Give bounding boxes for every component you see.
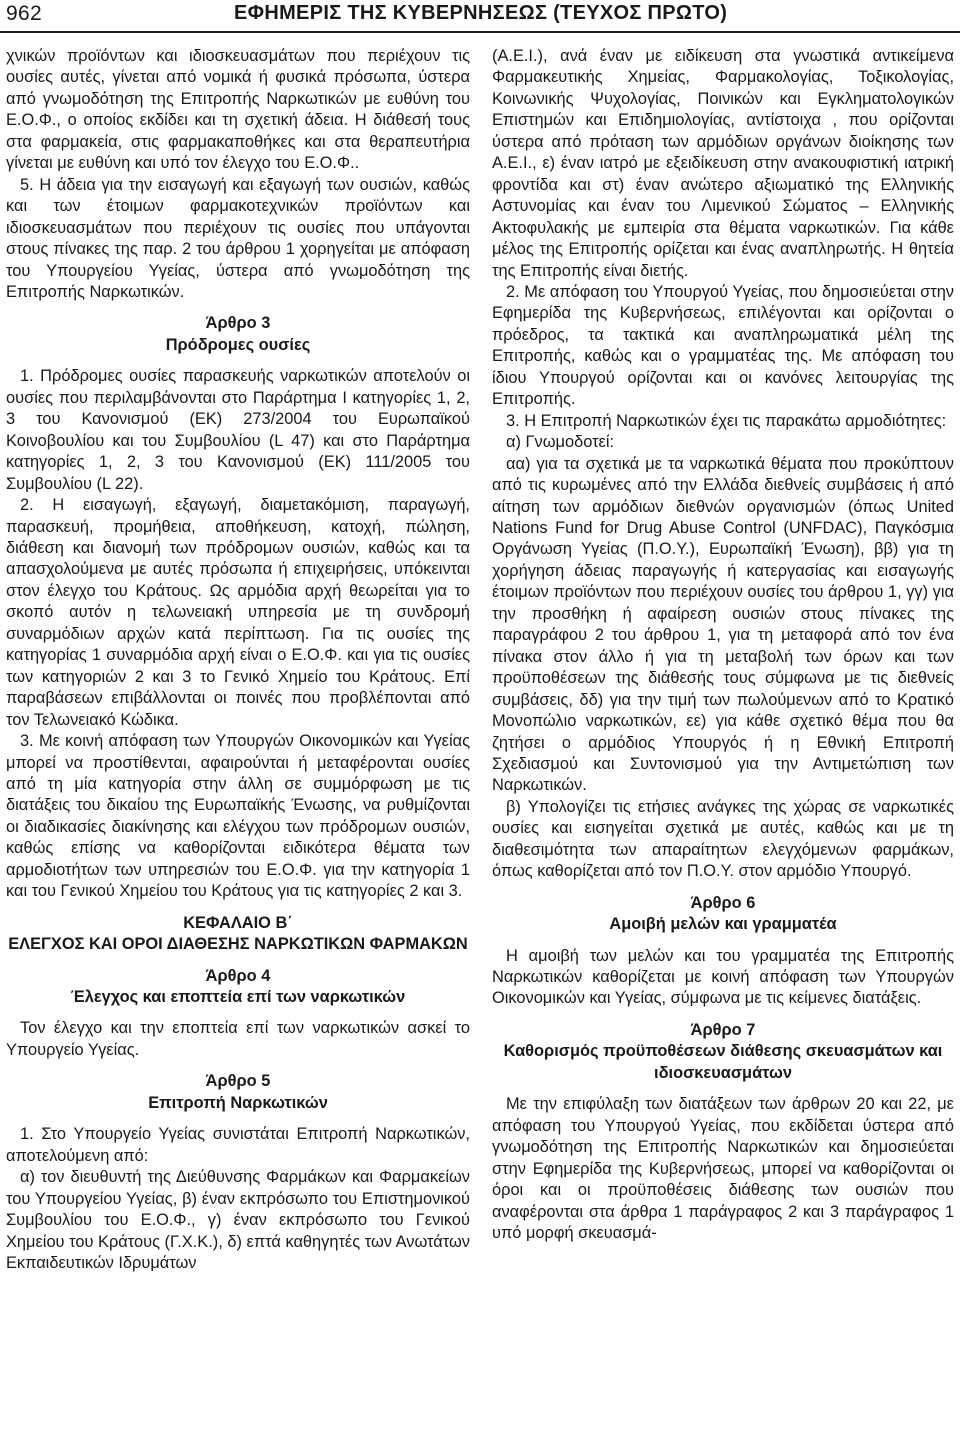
article-number: Άρθρο 4 xyxy=(205,966,271,985)
paragraph: Τον έλεγχο και την εποπτεία επί των ναρκωτικών ασκεί το Υπουργείο Υγείας. xyxy=(6,1019,470,1059)
chapter-number: ΚΕΦΑΛΑΙΟ Β΄ xyxy=(183,913,293,932)
article-number: Άρθρο 6 xyxy=(690,893,756,912)
header-rule xyxy=(0,31,960,33)
right-column xyxy=(492,46,954,1244)
paragraph: 5. Η άδεια για την εισαγωγή και εξαγωγή των ουσιών, καθώς και των έτοιμων φαρμακοτεχνικών προϊόντων και ιδιοσκευασμάτων που περιέχουν τις ουσίες που υπάγονται στους πίνακες της παρ. 2 του άρθρου 1 χορηγείται με απόφαση του Υπουργείου Υγείας, ύστερα από γνωμοδότηση της Επιτροπής Ναρκωτικών. xyxy=(6,175,470,301)
page-header xyxy=(0,0,960,33)
paragraph: 2. Με απόφαση του Υπουργού Υγείας, που δημοσιεύεται στην Εφημερίδα της Κυβερνήσεως, επιλέγονται και ορίζονται ο πρόεδρος, τα τακτικά και αναπληρωματικά μέλη της Επιτροπής, καθώς και ο γραμματέας της. Με απόφαση του ίδιου Υπουργού ορίζονται και οι κανόνες λειτουργίας της Επιτροπής. xyxy=(492,282,954,409)
paragraph: 1. Στο Υπουργείο Υγείας συνιστάται Επιτροπή Ναρκωτικών, αποτελούμενη από: xyxy=(6,1125,470,1165)
paragraph: β) Υπολογίζει τις ετήσιες ανάγκες της χώρας σε ναρκωτικές ουσίες και εισηγείται σχετικά με αυτές, καθώς και με τη διαθεσιμότητα των απαραίτητων ελεγχόμενων φαρμάκων, όπως καθορίζεται από τον Π.Ο.Υ. στον αρμόδιο Υπουργό. xyxy=(492,797,954,881)
paragraph: Η αμοιβή των μελών και του γραμματέα της Επιτροπής Ναρκωτικών καθορίζεται με κοινή απόφαση των Υπουργών Οικονομικών και Υγείας, σύμφωνα με τις κείμενες διατάξεις. xyxy=(492,946,954,1008)
paragraph: (Α.Ε.Ι.), ανά έναν με ειδίκευση στα γνωστικά αντικείμενα Φαρμακευτικής Χημείας, Φαρμακολογίας, Τοξικολογίας, Κοινωνικής Ψυχολογίας, Ποινικών και Εγκληματολογικών Επιστημών και Επιδημιολογίας, αντίστοιχα , που ορίζονται ύστερα από πρόταση των αρμόδιων οργάνων διοίκησης των Α.Ε.Ι., ε) έναν ιατρό με εξειδίκευση στην ανακουφιστική ιατρική φροντίδα και στ) έναν ανώτερο αξιωματικό της Ελληνικής Αστυνομίας και έναν του Λιμενικού Σώματος – Ελληνικής Ακτοφυλακής με εμπειρία στα θέματα ναρκωτικών. Για κάθε μέλος της Επιτροπής ορίζεται και ένας αναπληρωτής. Η θητεία της Επιτροπής είναι διετής. xyxy=(492,47,954,280)
paragraph: 3. Η Επιτροπή Ναρκωτικών έχει τις παρακάτω αρμοδιότητες: xyxy=(506,411,947,430)
chapter-title: ΕΛΕΓΧΟΣ ΚΑΙ ΟΡΟΙ ΔΙΑΘΕΣΗΣ ΝΑΡΚΩΤΙΚΩΝ ΦΑΡΜΑΚΩΝ xyxy=(8,935,468,954)
paragraph: α) Γνωμοδοτεί: xyxy=(506,433,615,452)
paragraph: α) τον διευθυντή της Διεύθυνσης Φαρμάκων και Φαρμακείων του Υπουργείου Υγείας, β) έναν εκπρόσωπο του Επιστημονικού Συμβουλίου του Ε.Ο.Φ., γ) έναν εκπρόσωπο του Γενικού Χημείου του Κράτους (Γ.Χ.Κ.), δ) επτά καθηγητές των Ανωτάτων Εκπαιδευτικών Ιδρυμάτων xyxy=(6,1168,470,1273)
running-title: ΕΦΗΜΕΡΙΣ ΤΗΣ ΚΥΒΕΡΝΗΣΕΩΣ (ΤΕΥΧΟΣ ΠΡΩΤΟ) xyxy=(234,2,728,24)
paragraph: 2. Η εισαγωγή, εξαγωγή, διαμετακόμιση, παραγωγή, παρασκευή, προμήθεια, αποθήκευση, κατοχή, πώληση, διάθεση και διανομή των πρόδρομων ουσιών, καθώς και τα απασχολούμενα με αυτές πρόσωπα ή επιχειρήσεις, υπόκεινται στον έλεγχο του Κράτους. Ως αρμόδια αρχή θεωρείται για το σκοπό αυτόν η τελωνειακή υπηρεσία με τη συνδρομή συναρμόδιων αρχών κατά περίπτωση. Για τις ουσίες της κατηγορίας 1 συναρμόδια αρχή είναι ο Ε.Ο.Φ. και για τις ουσίες των κατηγοριών 2 και 3 το Γενικό Χημείο του Κράτους. Επί παραβάσεων επιβάλλονται οι ποινές που προβλέπονται από τον Τελωνειακό Κώδικα. xyxy=(6,496,470,729)
article-title: Καθορισμός προϋποθέσεων διάθεσης σκευασμάτων και ιδιοσκευασμάτων xyxy=(503,1042,943,1082)
paragraph: Με την επιφύλαξη των διατάξεων των άρθρων 20 και 22, με απόφαση του Υπουργού Υγείας, που εκδίδεται ύστερα από γνωμοδότηση της Επιτροπής Ναρκωτικών και δημοσιεύεται στην Εφημερίδα της Κυβερνήσεως, μπορεί να καθορίζονται οι όροι και οι προϋποθέσεις διάθεσης των ουσιών που αναφέρονται στα άρθρα 1 παράγραφος 2 και 3 παράγραφος 1 υπό μορφή σκευασμά- xyxy=(492,1095,954,1243)
article-title: Επιτροπή Ναρκωτικών xyxy=(148,1093,328,1112)
paragraph: 3. Με κοινή απόφαση των Υπουργών Οικονομικών και Υγείας μπορεί να προστίθενται, αφαιρούνται ή μεταφέρονται ουσίες από τη μία κατηγορία στην άλλη σε συμμόρφωση με τις διατάξεις του δικαίου της Ευρωπαϊκής Ένωσης, να ρυθμίζονται οι διαδικασίες διακίνησης και ελέγχου των πρόδρομων ουσιών, καθώς επίσης να καθορίζονται ειδικότερα θέματα των αρμοδιοτήτων των υπηρεσιών του Ε.Ο.Φ. για την κατηγορία 1 και του Γενικού Χημείου του Κράτους για τις κατηγορίες 2 και 3. xyxy=(6,732,470,901)
page-number: 962 xyxy=(6,2,42,25)
article-number: Άρθρο 3 xyxy=(205,314,271,333)
article-number: Άρθρο 7 xyxy=(690,1020,756,1039)
paragraph: αα) για τα σχετικά με τα ναρκωτικά θέματα που προκύπτουν από τις κυρωμένες από την Ελλάδα διεθνείς συμβάσεις ή από αίτηση των αρμόδιων διεθνών οργανισμών (όπως United Nations Fund for Drug Abuse Control (UNFDAC), Παγκόσμια Οργάνωση Υγείας (Π.Ο.Υ.), Ευρωπαϊκή Ένωση), ββ) για τη χορήγηση άδειας παραγωγής ή κατεργασίας και εισαγωγής έτοιμων προϊόντων που περιέχουν ουσίες του άρθρου 1, γγ) για την προσθήκη ή αφαίρεση ουσιών στους πίνακες της παραγράφου 2 του άρθρου 1, για τη μεταφορά από τον ένα πίνακα στον άλλο ή για τη μεταβολή των όρων και των προϋποθέσεων της διάθεσής τους σύμφωνα με τις διεθνείς συμβάσεις, δδ) για την τιμή των πωλούμενων από το Κρατικό Μονοπώλιο ναρκωτικών, εε) για κάθε σχετικό θέμα που θα ζητήσει ο αρμόδιος Υπουργός ή η Εθνική Επιτροπή Σχεδιασμού και Συντονισμού για την Αντιμετώπιση των Ναρκωτικών. xyxy=(492,454,954,795)
article-title: Έλεγχος και εποπτεία επί των ναρκωτικών xyxy=(70,988,406,1007)
left-column xyxy=(6,46,470,1274)
paragraph: 1. Πρόδρομες ουσίες παρασκευής ναρκωτικών αποτελούν οι ουσίες που περιλαμβάνονται στο Παράρτημα Ι κατηγορίες 1, 2, 3 του Κανονισμού (ΕΚ) 273/2004 του Ευρωπαϊκού Κοινοβουλίου και του Συμβουλίου (L 47) και στο Παράρτημα κατηγορίες 1, 2, 3 του Κανονισμού (ΕΚ) 111/2005 του Συμβουλίου (L 22). xyxy=(6,367,470,493)
article-title: Αμοιβή μελών και γραμματέα xyxy=(609,915,837,934)
paragraph: χνικών προϊόντων και ιδιοσκευασμάτων που περιέχουν τις ουσίες αυτές, γίνεται από νομικά ή φυσικά πρόσωπα, ύστερα από γνωμοδότηση της Επιτροπής Ναρκωτικών με ευθύνη του Ε.Ο.Φ., ο οποίος εκδίδει και τη σχετική άδεια. Η διάθεσή τους στα φαρμακεία, στις φαρμακαποθήκες και στα θεραπευτήρια γίνεται με ευθύνη και υπό τον έλεγχο του Ε.Ο.Φ.. xyxy=(6,47,470,173)
article-title: Πρόδρομες ουσίες xyxy=(165,335,311,354)
article-number: Άρθρο 5 xyxy=(205,1072,271,1091)
